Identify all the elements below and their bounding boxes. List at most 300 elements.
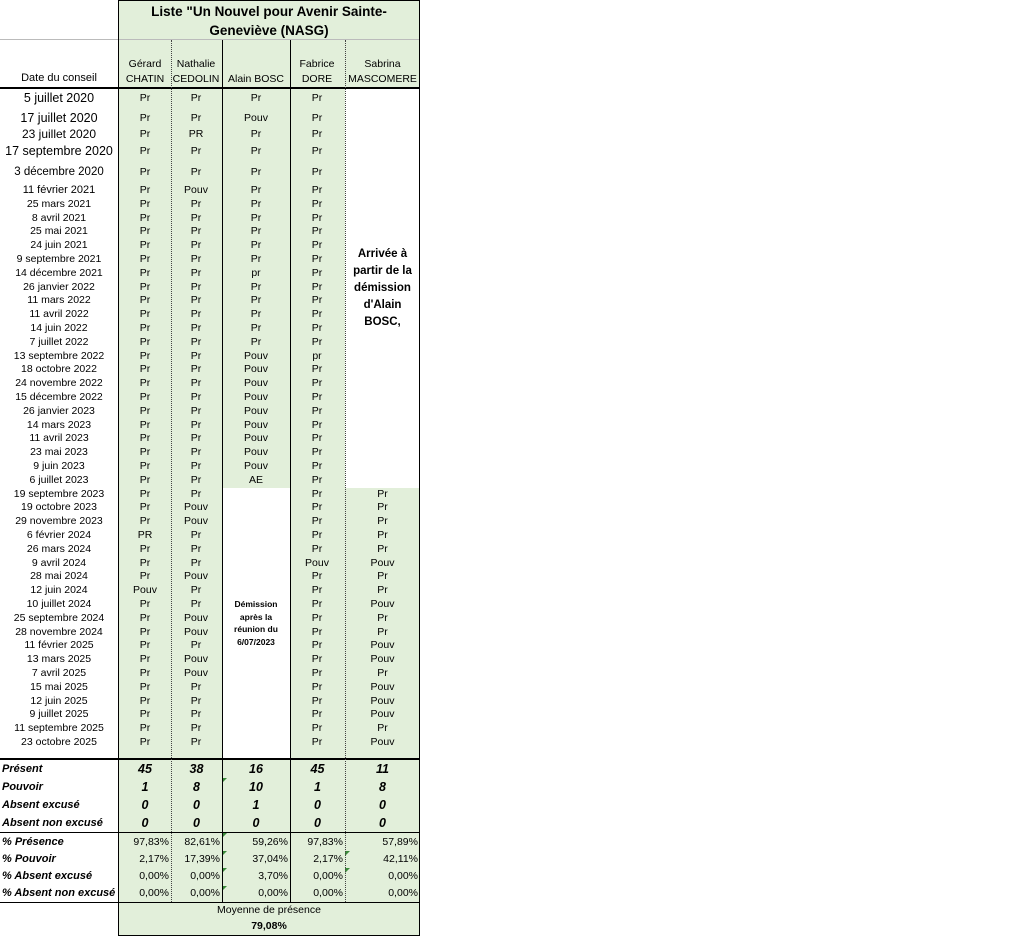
attendance-dore: Pr [311, 667, 323, 680]
meeting-date: 9 septembre 2021 [16, 253, 102, 266]
attendance-cedolin: Pr [190, 322, 202, 335]
meeting-date: 26 janvier 2023 [23, 404, 95, 417]
attendance-chatin: Pr [139, 184, 151, 196]
attendance-chatin: Pr [139, 308, 151, 321]
percent-top-rule [0, 832, 420, 833]
table-row [0, 160, 420, 183]
attendance-chatin: Pr [139, 294, 151, 307]
attendance-cedolin: Pr [190, 197, 202, 210]
bosc-resignation-note: Démission après la réunion du 6/07/2023 [234, 599, 278, 647]
attendance-mascomere: Pr [377, 667, 388, 680]
divider-dore-mascomere [345, 40, 346, 902]
attendance-dore: Pr [311, 570, 323, 583]
attendance-chatin: Pr [139, 418, 151, 431]
attendance-cedolin: Pr [190, 529, 202, 542]
attendance-dore: Pr [311, 128, 323, 140]
total-cedolin: 0 [193, 816, 200, 830]
attendance-cedolin: Pr [190, 598, 202, 611]
table-row [0, 570, 420, 584]
attendance-bosc [223, 708, 289, 722]
meeting-date: 14 juin 2022 [30, 322, 88, 335]
attendance-bosc [223, 680, 289, 694]
table-row [0, 735, 420, 749]
attendance-dore: Pr [311, 722, 323, 735]
attendance-mascomere: Pouv [370, 736, 395, 749]
attendance-mascomere: Pr [377, 515, 388, 528]
attendance-cedolin: Pr [190, 144, 202, 157]
attendance-cedolin: Pr [190, 225, 202, 238]
attendance-chatin: Pr [139, 598, 151, 611]
total-chatin: 0 [141, 798, 149, 812]
attendance-mascomere [345, 432, 420, 446]
attendance-chatin: Pr [139, 460, 151, 473]
attendance-cedolin: Pr [190, 680, 202, 693]
attendance-dore: Pr [311, 639, 323, 652]
percentage-bosc: 59,26% [252, 835, 288, 848]
attendance-mascomere [345, 183, 420, 197]
attendance-mascomere [345, 459, 420, 473]
meeting-date: 6 février 2024 [26, 529, 92, 542]
attendance-cedolin: PR [188, 128, 204, 140]
totals-label: Présent [2, 763, 43, 775]
attendance-bosc: Pr [250, 308, 262, 321]
attendance-bosc: Pr [250, 280, 262, 293]
attendance-cedolin: Pr [190, 722, 202, 735]
attendance-chatin: Pr [139, 446, 151, 459]
table-row [0, 666, 420, 680]
attendance-dore: Pr [311, 611, 323, 624]
total-dore: 1 [314, 780, 321, 794]
attendance-chatin: Pr [139, 128, 151, 140]
attendance-dore: Pr [311, 584, 323, 597]
attendance-mascomere [345, 473, 420, 487]
table-row [0, 542, 420, 556]
attendance-dore: Pr [311, 708, 323, 721]
attendance-cedolin: Pr [190, 111, 202, 124]
attendance-bosc [223, 721, 289, 735]
totals-row [0, 814, 420, 832]
percentage-cedolin: 0,00% [190, 887, 220, 900]
total-bosc: 10 [249, 780, 263, 794]
attendance-bosc [223, 501, 289, 515]
attendance-dore: Pr [311, 694, 323, 707]
attendance-chatin: Pr [139, 377, 151, 390]
meeting-date: 15 décembre 2022 [15, 391, 103, 404]
attendance-bosc: Pr [250, 144, 262, 157]
attendance-dore: Pr [311, 529, 323, 542]
attendance-bosc: Pouv [244, 460, 268, 473]
attendance-cedolin: Pouv [184, 570, 208, 583]
table-row [0, 418, 420, 432]
attendance-bosc: Pr [250, 184, 262, 196]
table-row [0, 611, 420, 625]
attendance-chatin: Pr [139, 239, 151, 252]
attendance-mascomere: Pouv [370, 708, 395, 721]
member-header-dore: Fabrice DORE [299, 58, 335, 85]
attendance-bosc: Pouv [244, 349, 268, 362]
attendance-cedolin: Pouv [184, 653, 208, 666]
attendance-dore: Pr [311, 680, 323, 693]
attendance-mascomere [345, 404, 420, 418]
total-bosc: 16 [249, 762, 263, 776]
percentage-label: % Absent non excusé [2, 887, 116, 900]
table-row [0, 597, 420, 611]
attendance-mascomere: Pr [377, 529, 388, 542]
attendance-bosc: Pr [250, 322, 262, 335]
percentage-row [0, 885, 420, 902]
attendance-mascomere [345, 197, 420, 211]
attendance-bosc: Pouv [244, 391, 268, 404]
attendance-chatin: Pr [139, 680, 151, 693]
attendance-mascomere [345, 127, 420, 141]
meeting-date: 13 mars 2025 [26, 653, 92, 666]
meeting-date: 8 avril 2021 [31, 211, 87, 224]
attendance-bosc [223, 570, 289, 584]
percentage-dore: 2,17% [313, 852, 343, 865]
attendance-cedolin: Pr [190, 446, 202, 459]
attendance-mascomere: Pr [377, 625, 388, 638]
attendance-bosc [223, 556, 289, 570]
table-row [0, 459, 420, 473]
meeting-date: 24 novembre 2022 [15, 377, 103, 390]
attendance-chatin: Pr [139, 197, 151, 210]
attendance-cedolin: Pr [190, 432, 202, 445]
attendance-cedolin: Pr [190, 556, 202, 569]
table-row [0, 501, 420, 515]
percentage-chatin: 0,00% [139, 887, 169, 900]
attendance-chatin: Pr [139, 432, 151, 445]
attendance-cedolin: Pr [190, 335, 202, 348]
member-header-bosc: Alain BOSC [227, 73, 285, 85]
attendance-dore: Pr [311, 92, 323, 104]
table-row [0, 88, 420, 108]
totals-label: Absent non excusé [2, 817, 103, 829]
attendance-cedolin: Pr [190, 404, 202, 417]
meeting-date: 29 novembre 2023 [15, 515, 103, 528]
percentage-cedolin: 82,61% [184, 835, 220, 848]
table-row [0, 335, 420, 349]
attendance-chatin: Pr [139, 473, 151, 486]
meeting-date: 25 septembre 2024 [13, 611, 105, 624]
attendance-bosc [223, 514, 289, 528]
percentage-row [0, 868, 420, 885]
percentage-mascomere: 0,00% [388, 887, 418, 900]
attendance-mascomere [345, 376, 420, 390]
meeting-date: 25 mai 2021 [30, 225, 88, 238]
attendance-mascomere [345, 363, 420, 377]
attendance-bosc: Pouv [244, 377, 268, 390]
attendance-mascomere: Pr [377, 611, 388, 624]
attendance-dore: Pr [311, 404, 323, 417]
attendance-chatin: Pr [139, 92, 151, 104]
attendance-chatin: Pr [139, 144, 151, 157]
attendance-mascomere [345, 225, 420, 239]
percentage-chatin: 2,17% [139, 852, 169, 865]
percentage-mascomere: 42,11% [383, 852, 418, 865]
attendance-dore: Pr [311, 225, 323, 238]
attendance-bosc: Pouv [244, 363, 268, 376]
meeting-date: 9 avril 2024 [31, 556, 87, 569]
table-row [0, 721, 420, 735]
attendance-mascomere: Pr [377, 501, 388, 514]
attendance-chatin: Pr [139, 165, 151, 178]
attendance-mascomere [345, 141, 420, 160]
attendance-bosc: Pr [250, 165, 262, 178]
attendance-chatin: Pr [139, 225, 151, 238]
total-chatin: 0 [141, 816, 149, 830]
table-row [0, 625, 420, 639]
total-dore: 45 [310, 762, 325, 776]
outer-right-border [419, 0, 420, 936]
attendance-mascomere [345, 160, 420, 183]
table-row [0, 639, 420, 653]
attendance-bosc: pr [251, 266, 261, 279]
attendance-chatin: PR [137, 529, 153, 542]
total-cedolin: 8 [193, 780, 200, 794]
total-mascomere: 8 [379, 780, 386, 794]
meeting-date: 26 mars 2024 [26, 542, 92, 555]
attendance-mascomere: Pr [377, 570, 388, 583]
attendance-mascomere: Pouv [370, 653, 395, 666]
attendance-dore: Pr [311, 501, 323, 514]
attendance-chatin: Pr [139, 625, 151, 638]
attendance-dore: Pr [311, 197, 323, 210]
attendance-dore: Pr [311, 542, 323, 555]
attendance-cedolin: Pouv [184, 515, 208, 528]
attendance-dore: Pr [311, 184, 323, 196]
attendance-mascomere: Pouv [370, 639, 395, 652]
attendance-cedolin: Pr [190, 165, 202, 178]
attendance-mascomere [345, 108, 420, 127]
attendance-dore: pr [312, 349, 322, 362]
meeting-date: 14 décembre 2021 [15, 266, 103, 279]
attendance-cedolin: Pr [190, 542, 202, 555]
attendance-dore: Pr [311, 280, 323, 293]
table-row [0, 390, 420, 404]
attendance-cedolin: Pouv [184, 667, 208, 680]
attendance-chatin: Pr [139, 487, 151, 500]
table-row [0, 404, 420, 418]
percentage-bosc: 37,04% [252, 852, 288, 865]
percentage-bosc: 3,70% [258, 870, 288, 883]
attendance-bosc: Pr [250, 128, 262, 140]
meeting-date: 15 mai 2025 [30, 680, 88, 693]
attendance-cedolin: Pr [190, 253, 202, 266]
attendance-dore: Pr [311, 736, 323, 749]
attendance-cedolin: Pr [190, 473, 202, 486]
attendance-dore: Pr [311, 144, 323, 157]
totals-row [0, 796, 420, 814]
table-row [0, 141, 420, 160]
table-row [0, 694, 420, 708]
attendance-cedolin: Pr [190, 294, 202, 307]
total-cedolin: 0 [193, 798, 200, 812]
attendance-dore: Pr [311, 625, 323, 638]
attendance-cedolin: Pr [190, 377, 202, 390]
total-bosc: 0 [252, 816, 260, 830]
attendance-chatin: Pr [139, 736, 151, 749]
attendance-mascomere: Pr [377, 487, 388, 500]
table-row [0, 363, 420, 377]
attendance-cedolin: Pr [190, 584, 202, 597]
attendance-dore: Pr [311, 165, 323, 178]
meeting-date: 12 juin 2025 [30, 694, 88, 707]
attendance-chatin: Pr [139, 501, 151, 514]
divider-chatin-cedolin [171, 40, 172, 902]
attendance-bosc [223, 542, 289, 556]
total-dore: 0 [314, 816, 321, 830]
table-row [0, 349, 420, 363]
attendance-chatin: Pr [139, 266, 151, 279]
meeting-date: 19 octobre 2023 [21, 501, 97, 514]
total-mascomere: 0 [379, 798, 386, 812]
meeting-date: 6 juillet 2023 [29, 473, 89, 486]
percentage-dore: 0,00% [313, 870, 343, 883]
attendance-cedolin: Pouv [184, 501, 208, 514]
meeting-date: 3 décembre 2020 [14, 165, 104, 178]
attendance-mascomere: Pr [377, 584, 388, 597]
attendance-dore: Pr [311, 308, 323, 321]
attendance-chatin: Pr [139, 280, 151, 293]
total-mascomere: 0 [379, 816, 386, 830]
attendance-cedolin: Pr [190, 418, 202, 431]
table-row [0, 127, 420, 141]
attendance-bosc: Pouv [244, 446, 268, 459]
member-header-cedolin: Nathalie CEDOLIN [172, 58, 220, 85]
attendance-dore: Pr [311, 322, 323, 335]
percentage-cedolin: 17,39% [184, 852, 220, 865]
meeting-date: 26 janvier 2022 [23, 280, 95, 293]
date-column-divider [118, 0, 119, 936]
table-row [0, 652, 420, 666]
attendance-dore: Pr [311, 598, 323, 611]
attendance-mascomere [345, 335, 420, 349]
attendance-dore: Pr [311, 432, 323, 445]
meeting-date: 14 mars 2023 [26, 418, 92, 431]
meeting-date: 5 juillet 2020 [23, 91, 95, 105]
attendance-chatin: Pr [139, 335, 151, 348]
table-row [0, 583, 420, 597]
attendance-chatin: Pr [139, 639, 151, 652]
attendance-mascomere: Pr [377, 542, 388, 555]
table-row [0, 225, 420, 239]
attendance-cedolin: Pr [190, 363, 202, 376]
attendance-chatin: Pr [139, 391, 151, 404]
attendance-dore: Pr [311, 266, 323, 279]
attendance-bosc: Pr [250, 92, 262, 104]
average-presence-label: Moyenne de présence [217, 904, 321, 916]
totals-label: Pouvoir [2, 781, 43, 793]
meeting-date: 13 septembre 2022 [13, 349, 105, 362]
totals-row [0, 778, 420, 796]
attendance-bosc: AE [248, 473, 263, 486]
title-separator [0, 39, 420, 40]
attendance-chatin: Pr [139, 322, 151, 335]
member-header-chatin: Gérard CHATIN [125, 58, 165, 85]
meeting-date: 17 juillet 2020 [20, 110, 98, 125]
header-bottom-rule [0, 87, 420, 89]
total-mascomere: 11 [376, 762, 389, 776]
attendance-dore: Pr [311, 515, 323, 528]
attendance-cedolin: Pr [190, 308, 202, 321]
percentage-dore: 97,83% [307, 835, 343, 848]
attendance-mascomere [345, 88, 420, 108]
percentage-label: % Absent excusé [2, 870, 93, 883]
attendance-bosc: Pr [250, 225, 262, 238]
attendance-bosc: Pr [250, 197, 262, 210]
attendance-mascomere [345, 349, 420, 363]
percentage-chatin: 0,00% [139, 870, 169, 883]
attendance-cedolin: Pouv [184, 184, 208, 196]
table-row [0, 197, 420, 211]
attendance-dore: Pouv [305, 556, 329, 569]
percentage-cedolin: 0,00% [190, 870, 220, 883]
table-row [0, 211, 420, 225]
meeting-date: 11 février 2021 [22, 184, 96, 196]
percentage-row [0, 850, 420, 867]
total-chatin: 1 [141, 780, 149, 794]
attendance-chatin: Pr [139, 349, 151, 362]
table-row [0, 528, 420, 542]
attendance-cedolin: Pr [190, 211, 202, 224]
attendance-chatin: Pr [139, 708, 151, 721]
percentage-row [0, 833, 420, 850]
attendance-cedolin: Pr [190, 487, 202, 500]
attendance-bosc [223, 487, 289, 501]
total-cedolin: 38 [189, 762, 204, 776]
attendance-dore: Pr [311, 211, 323, 224]
meeting-date: 11 février 2025 [24, 639, 94, 652]
attendance-chatin: Pr [139, 556, 151, 569]
table-row [0, 680, 420, 694]
attendance-cedolin: Pr [190, 460, 202, 473]
total-bosc: 1 [252, 798, 260, 812]
table-row [0, 432, 420, 446]
attendance-chatin: Pr [139, 653, 151, 666]
attendance-bosc [223, 583, 289, 597]
meeting-date: 9 juillet 2025 [29, 708, 89, 721]
divider-cedolin-bosc [222, 40, 223, 902]
outer-top-border [119, 0, 420, 1]
attendance-cedolin: Pr [190, 280, 202, 293]
attendance-chatin: Pr [139, 404, 151, 417]
attendance-bosc [223, 666, 289, 680]
attendance-dore: Pr [311, 418, 323, 431]
attendance-mascomere [345, 390, 420, 404]
attendance-mascomere [345, 418, 420, 432]
meeting-date: 11 septembre 2025 [14, 722, 104, 735]
meeting-date: 28 novembre 2024 [15, 625, 103, 638]
percentage-dore: 0,00% [313, 887, 343, 900]
percentage-label: % Pouvoir [2, 852, 56, 865]
attendance-bosc [223, 652, 289, 666]
attendance-dore: Pr [311, 335, 323, 348]
percentage-mascomere: 0,00% [388, 870, 418, 883]
attendance-dore: Pr [311, 653, 323, 666]
attendance-chatin: Pr [139, 722, 151, 735]
attendance-mascomere: Pouv [370, 598, 395, 611]
meeting-date: 17 septembre 2020 [5, 143, 113, 158]
total-chatin: 45 [138, 762, 152, 776]
totals-label: Absent excusé [2, 799, 80, 811]
table-row [0, 183, 420, 197]
totals-top-rule [0, 758, 420, 760]
total-dore: 0 [314, 798, 321, 812]
attendance-bosc: Pr [250, 253, 262, 266]
list-title: Liste "Un Nouvel pour Avenir Sainte- Geneviève (NASG) [151, 4, 387, 38]
meeting-date: 28 mai 2024 [30, 570, 88, 583]
attendance-bosc [223, 735, 289, 749]
